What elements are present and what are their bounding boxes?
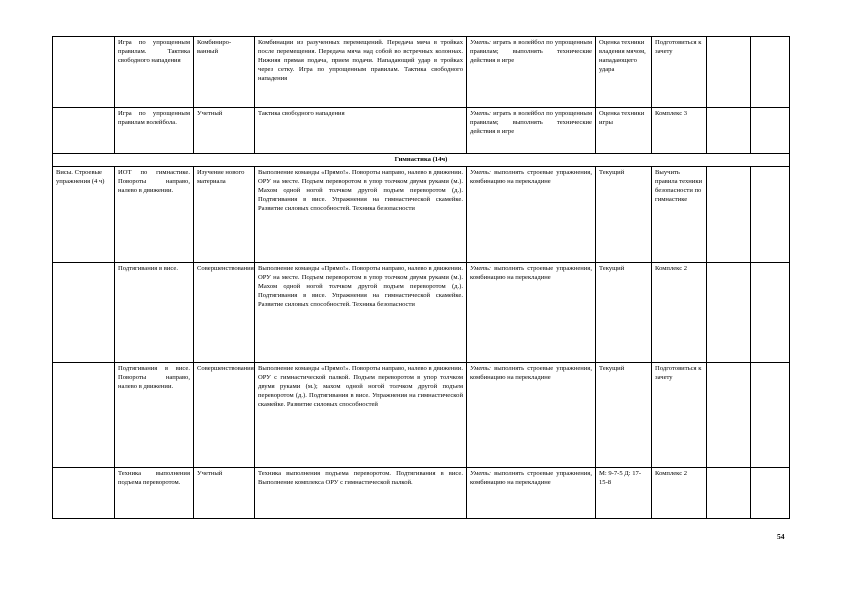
requirements-text: выполнять строевые упражнения, комбинацию на перекладине [470,169,592,185]
table-row [53,263,790,363]
date-plan [707,167,751,263]
requirements-label: Уметь: [470,39,492,46]
lesson-type: Совершенствования [194,363,255,468]
section-header-row [53,154,790,167]
date-fact [751,167,790,263]
date-plan [707,37,751,108]
lesson-topic: ИОТ по гимнастике. Повороты направо, налево в движении. [115,167,194,263]
control-type: Оценка техники игры [596,108,652,154]
lesson-topic: Подтягивания в висе. Повороты направо, налево в движении. [115,363,194,468]
date-plan [707,363,751,468]
section-cell: Висы. Строевые упражнения (4 ч) [53,167,115,263]
date-plan [707,263,751,363]
lesson-content: Выполнение команды «Прямо!». Повороты направо, налево в движении. ОРУ на месте. Подъем переворотом в упор толчком двумя руками (м.). Махом одной ногой толчком другой подъем переворотом (д.). Подтягивания в висе. Упражнения на гимнастической скамейке. Развитие силовых способностей. Техника безопасности [255,167,467,263]
requirements-text: выполнять строевые упражнения, комбинацию на перекладине [470,470,592,486]
requirements-label: Уметь: [470,110,492,117]
requirements-cell [467,108,596,154]
date-plan [707,108,751,154]
requirements-label: Уметь: [470,365,492,372]
date-fact [751,468,790,519]
table-row [53,167,790,263]
lesson-topic: Игра по упрощенным правилам. Тактика свободного нападения [115,37,194,108]
lesson-type: Комбиниро-ванный [194,37,255,108]
requirements-text: выполнять строевые упражнения, комбинацию на перекладине [470,265,592,281]
table-row [53,363,790,468]
table-row [53,468,790,519]
date-fact [751,108,790,154]
lesson-type: Совершенствования [194,263,255,363]
control-type: Текущий [596,363,652,468]
requirements-label: Уметь: [470,169,492,176]
homework: Комплекс 2 [652,263,707,363]
requirements-cell [467,167,596,263]
lesson-content: Выполнение команды «Прямо!». Повороты направо, налево в движении. ОРУ на месте. Подъем переворотом в упор толчком двумя руками (м.). Махом одной ногой толчком другой подъем переворотом (д.). Подтягивания в висе. Упражнения на гимнастической скамейке. Развитие силовых способностей. Техника безопасности [255,263,467,363]
table-row [53,37,790,108]
lesson-type: Учетный [194,108,255,154]
date-fact [751,363,790,468]
requirements-cell [467,37,596,108]
requirements-cell [467,363,596,468]
homework: Комплекс 3 [652,108,707,154]
requirements-cell [467,468,596,519]
control-type: Оценка техники владения мячом, нападающего удара [596,37,652,108]
control-type: М: 9-7-5 Д: 17-15-8 [596,468,652,519]
page-number: 54 [777,532,785,541]
homework: Комплекс 2 [652,468,707,519]
lesson-topic: Игра по упрощенным правилам волейбола. [115,108,194,154]
requirements-text: играть в волейбол по упрощенным правилам; выполнять технические действия в игре [470,39,592,64]
lesson-content: Техника выполнения подъема переворотом. Подтягивания в висе. Выполнение комплекса ОРУ с гимнастической палкой. [255,468,467,519]
section-cell [53,363,115,468]
homework: Подготовиться к зачету [652,37,707,108]
lesson-content: Выполнение команды «Прямо!». Повороты направо, налево в движении. ОРУ с гимнастической палкой. Подъем переворотом в упор толчком двумя руками (м.); махом одной ногой толчком другой подъем переворотом (д.). Подтягивания в висе. Упражнения на гимнастической скамейке. Развитие силовых способностей [255,363,467,468]
lesson-topic: Техника выполнения подъема переворотом. [115,468,194,519]
homework: Подготовиться к зачету [652,363,707,468]
lesson-content: Тактика свободного нападения [255,108,467,154]
requirements-label: Уметь: [470,470,492,477]
table-row [53,108,790,154]
lesson-topic: Подтягивания в висе. [115,263,194,363]
section-cell [53,468,115,519]
control-type: Текущий [596,167,652,263]
control-type: Текущий [596,263,652,363]
section-cell [53,108,115,154]
requirements-label: Уметь: [470,265,492,272]
section-cell [53,37,115,108]
lesson-content: Комбинации из разученных перемещений. Передача мяча в тройках после перемещения. Передача мяча над собой во встречных колоннах. Нижняя прямая подача, прием подачи. Нападающий удар в тройках через сетку. Игра по упрощенным правилам. Тактика свободного нападения [255,37,467,108]
section-cell [53,263,115,363]
lesson-plan-table [52,36,790,519]
section-title: Гимнастика (14ч) [53,154,790,167]
date-plan [707,468,751,519]
requirements-text: выполнять строевые упражнения, комбинацию на перекладине [470,365,592,381]
date-fact [751,37,790,108]
date-fact [751,263,790,363]
lesson-type: Учетный [194,468,255,519]
lesson-type: Изучение нового материала [194,167,255,263]
requirements-text: играть в волейбол по упрощенным правилам; выполнять технические действия в игре [470,110,592,135]
homework: Выучить правила техники безопасности по гимнастике [652,167,707,263]
requirements-cell [467,263,596,363]
